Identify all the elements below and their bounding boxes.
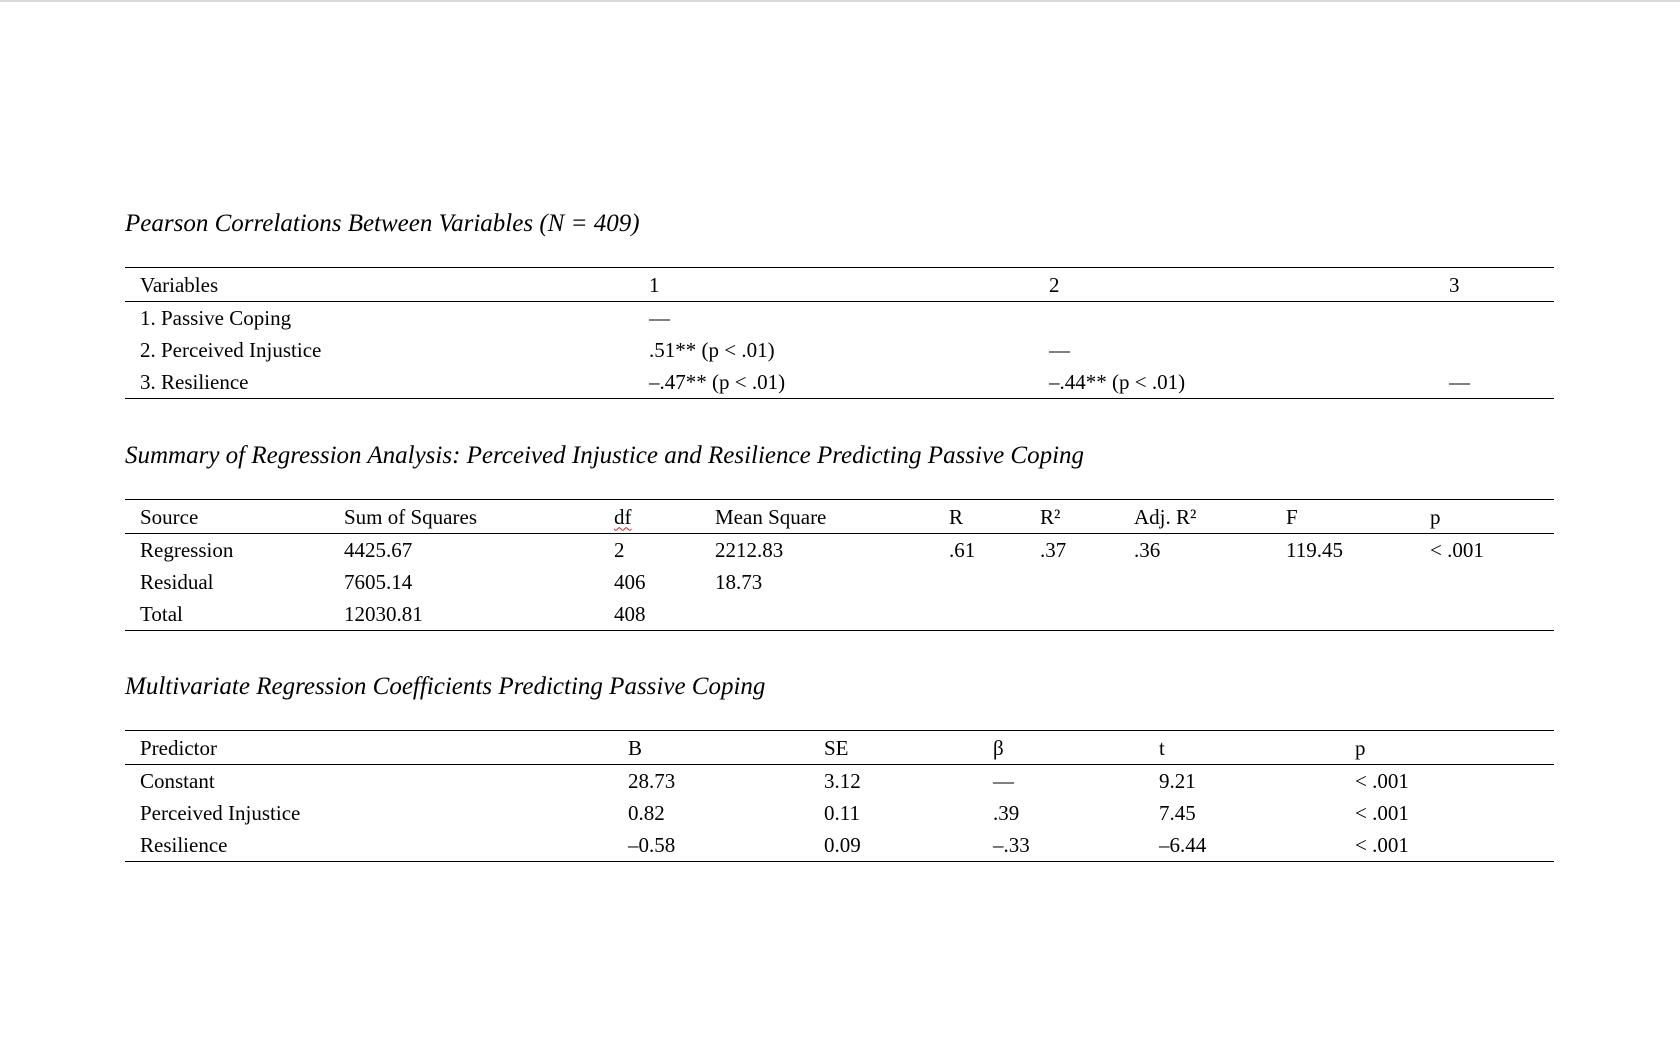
table-cell: 9.21 <box>1159 769 1196 793</box>
table-cell: .36 <box>1134 538 1161 562</box>
column-header: p <box>1340 731 1554 765</box>
column-header <box>599 500 700 534</box>
correlation-table <box>125 267 1554 399</box>
table-cell: 0.11 <box>824 801 860 825</box>
table-cell: 7.45 <box>1159 801 1196 825</box>
table-cell: –0.58 <box>613 829 809 862</box>
table-cell: –.33 <box>978 829 1144 862</box>
table-row <box>125 334 1554 366</box>
column-header: Variables <box>125 268 634 302</box>
table-cell: < .001 <box>1355 769 1409 793</box>
table-cell: –6.44 <box>1144 829 1340 862</box>
table-cell: — <box>1049 338 1070 362</box>
table-row <box>125 598 1554 631</box>
table-cell <box>700 598 934 631</box>
window-top-border <box>0 0 1680 2</box>
table-cell: Total <box>125 598 329 631</box>
column-header: F <box>1271 500 1415 534</box>
table-cell <box>1034 302 1434 335</box>
table-cell: Perceived Injustice <box>140 801 301 825</box>
table-header-row <box>125 500 1554 534</box>
column-header: t <box>1144 731 1340 765</box>
table-row <box>125 765 1554 798</box>
column-header: 3 <box>1434 268 1554 302</box>
table-cell <box>1271 598 1415 631</box>
column-header: β <box>978 731 1144 765</box>
table-cell: 0.82 <box>628 801 665 825</box>
column-header: B <box>613 731 809 765</box>
table-cell: .51** (p < .01) <box>649 338 775 362</box>
table-cell: 2. Perceived Injustice <box>140 338 322 362</box>
table-cell: 18.73 <box>715 570 763 594</box>
table-cell: .39 <box>993 801 1020 825</box>
table-cell <box>1434 302 1554 335</box>
correlation-table-title: Pearson Correlations Between Variables (N = 409) <box>125 210 640 237</box>
table-cell: 408 <box>599 598 700 631</box>
table-cell <box>934 566 1025 598</box>
table-row <box>125 534 1554 567</box>
table-cell <box>1119 566 1271 598</box>
table-cell: 406 <box>614 570 646 594</box>
table-cell: 2212.83 <box>715 538 784 562</box>
column-header: Predictor <box>125 731 613 765</box>
table-cell <box>1119 598 1271 631</box>
column-header: Mean Square <box>700 500 934 534</box>
spellcheck-underlined-text: df <box>614 504 632 529</box>
table-cell: Constant <box>140 769 215 793</box>
table-cell: 12030.81 <box>329 598 599 631</box>
table-cell: Residual <box>140 570 214 594</box>
regression-summary-title: Summary of Regression Analysis: Perceived Injustice and Resilience Predicting Passive Coping <box>125 442 1085 469</box>
table-cell: Regression <box>140 538 234 562</box>
table-cell: — <box>993 769 1014 793</box>
table-header-row <box>125 731 1554 765</box>
column-header: Source <box>125 500 329 534</box>
table-cell: –.47** (p < .01) <box>634 366 1034 399</box>
table-row <box>125 302 1554 335</box>
table-cell: 2 <box>614 538 625 562</box>
table-cell <box>1415 598 1554 631</box>
table-row <box>125 797 1554 829</box>
table-cell <box>934 598 1025 631</box>
column-header: 1 <box>634 268 1034 302</box>
column-header: R <box>934 500 1025 534</box>
table-cell: < .001 <box>1355 801 1409 825</box>
table-cell: — <box>1434 366 1554 399</box>
column-header: SE <box>809 731 978 765</box>
table-row <box>125 829 1554 862</box>
table-cell: Resilience <box>125 829 613 862</box>
table-cell: — <box>649 306 670 330</box>
table-cell: 3. Resilience <box>125 366 634 399</box>
column-header: R² <box>1025 500 1119 534</box>
table-cell <box>1415 566 1554 598</box>
regression-summary-table <box>125 499 1554 631</box>
table-cell: .61 <box>949 538 976 562</box>
table-cell <box>1025 566 1119 598</box>
table-cell: < .001 <box>1430 538 1484 562</box>
column-header: 2 <box>1034 268 1434 302</box>
column-header: p <box>1415 500 1554 534</box>
coefficients-table <box>125 730 1554 862</box>
table-cell: < .001 <box>1340 829 1554 862</box>
coefficients-table-title: Multivariate Regression Coefficients Predicting Passive Coping <box>125 673 766 700</box>
table-cell <box>1271 566 1415 598</box>
table-header-row <box>125 268 1554 302</box>
column-header: Adj. R² <box>1119 500 1271 534</box>
column-header: Sum of Squares <box>329 500 599 534</box>
table-cell <box>1434 334 1554 366</box>
table-cell: 0.09 <box>809 829 978 862</box>
table-cell: 3.12 <box>824 769 861 793</box>
table-row <box>125 566 1554 598</box>
table-cell: 119.45 <box>1286 538 1343 562</box>
table-row <box>125 366 1554 399</box>
table-cell: 7605.14 <box>344 570 413 594</box>
table-cell: .37 <box>1040 538 1067 562</box>
table-cell: 4425.67 <box>344 538 413 562</box>
table-cell <box>1025 598 1119 631</box>
table-cell: 28.73 <box>628 769 676 793</box>
table-cell: –.44** (p < .01) <box>1034 366 1434 399</box>
table-cell: 1. Passive Coping <box>140 306 292 330</box>
